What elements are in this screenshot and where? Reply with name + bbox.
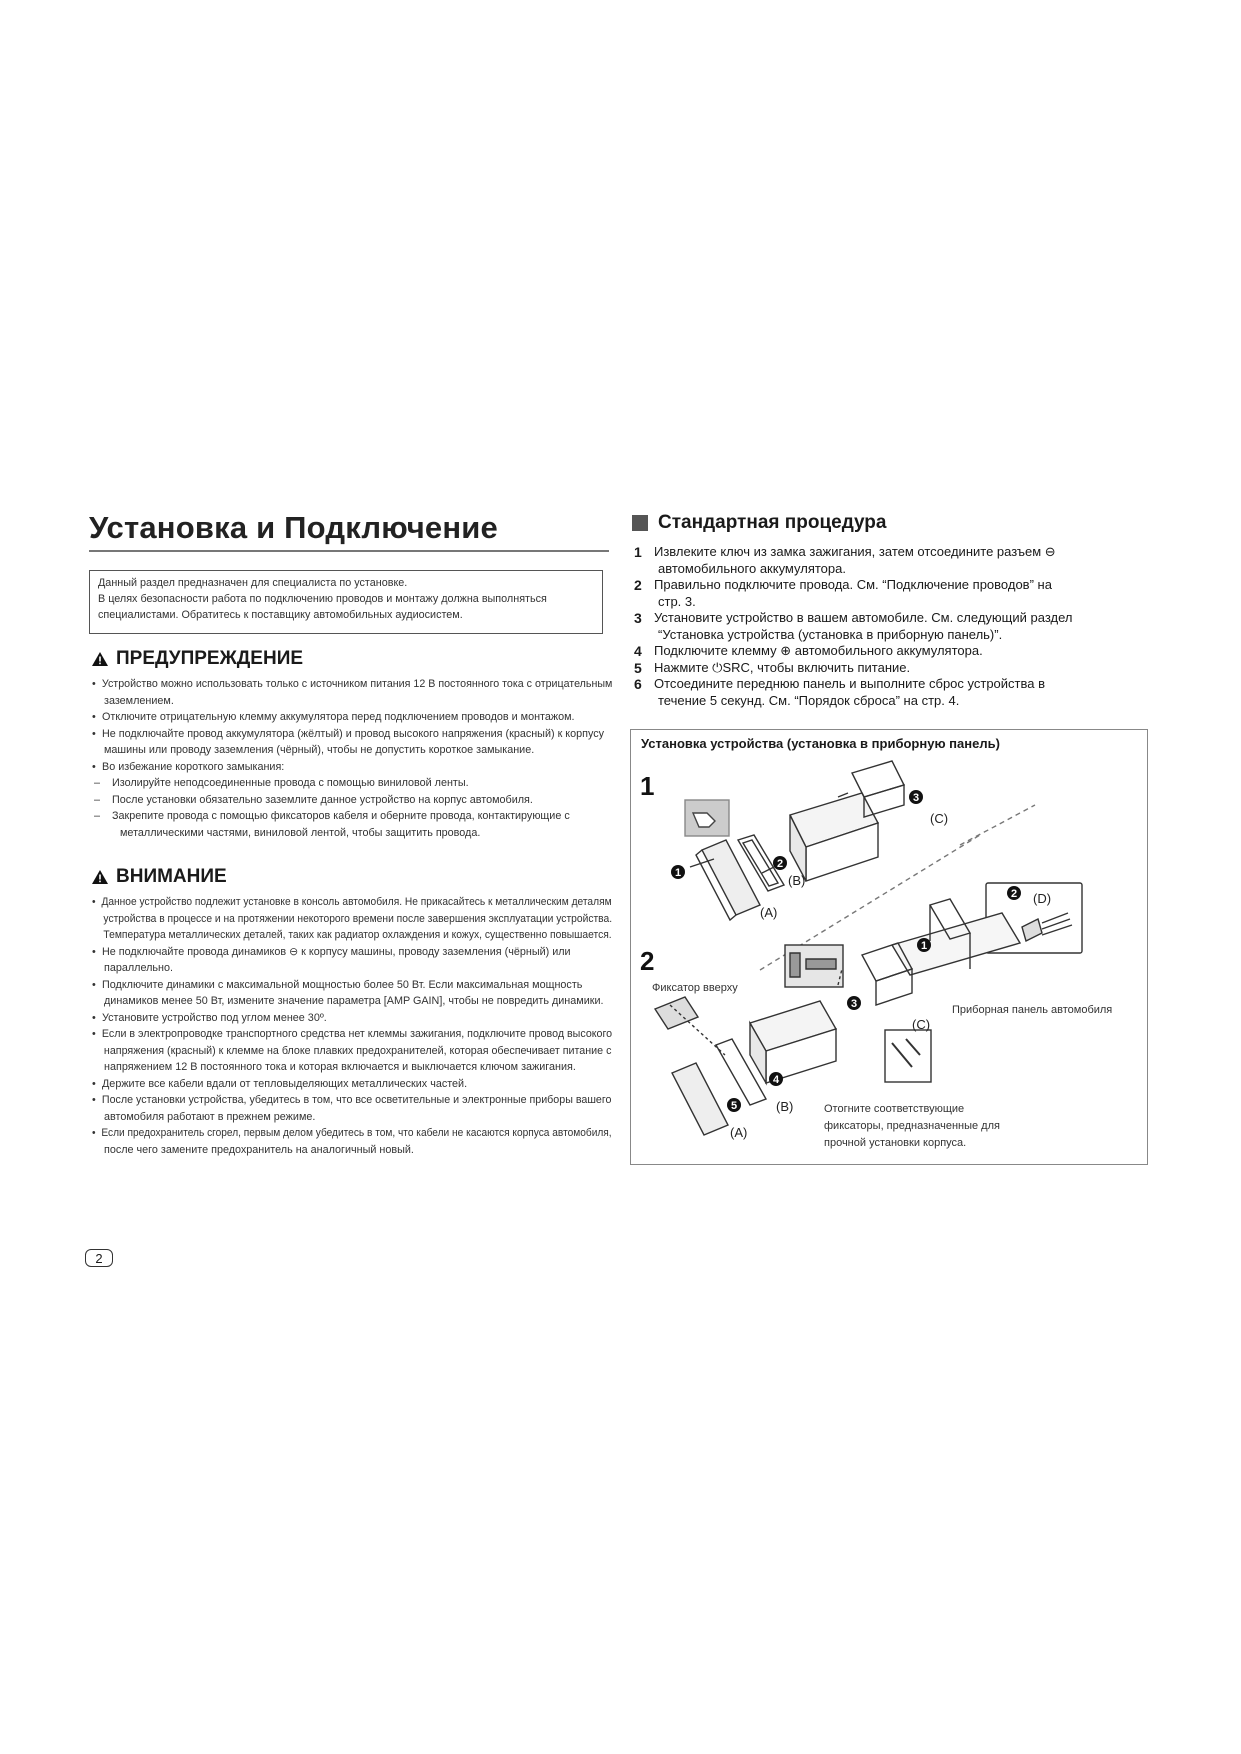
caution-line (92, 1059, 612, 1076)
warning-line (92, 676, 613, 693)
label-c2: (C) (912, 1017, 931, 1032)
step-line (632, 544, 1132, 561)
standard-title: Стандартная процедура (658, 512, 887, 533)
step2-label: 2 (640, 946, 655, 976)
standard-heading (632, 512, 886, 534)
dash-marker: – (94, 810, 101, 822)
latch-up-detail (655, 997, 698, 1029)
label-d: (D) (1033, 891, 1052, 906)
bend-detail-box (885, 1030, 931, 1082)
step-text: “Установка устройства (установка в приборную панель)”. (658, 626, 1003, 642)
step-number: 1 (634, 544, 642, 560)
warning-list (92, 676, 612, 841)
page-number: 2 (85, 1249, 113, 1267)
bend-caption-2: фиксаторы, предназначенные для (824, 1120, 1000, 1132)
caution-line (92, 1142, 612, 1159)
step-line (632, 693, 1132, 710)
caution-list (92, 894, 612, 1158)
warning-line (92, 825, 612, 842)
caution-line (92, 1092, 612, 1109)
label-c: (C) (930, 811, 949, 826)
bullet-marker: • (92, 1077, 96, 1090)
warning-line (92, 792, 612, 809)
warning-line-text: машины или проводу заземления (чёрный), чтобы не допустить короткое замыкание. (104, 744, 535, 756)
caution-line-text: Температура металлических деталей, таких как радиатор охлаждения и кожух, существенно повышается. (103, 929, 612, 941)
step-text: Правильно подключите провода. См. “Подключение проводов” на (654, 577, 1052, 592)
warning-line (92, 808, 612, 825)
warning-line (92, 726, 612, 743)
step-line (632, 627, 1132, 644)
marker-1b-text: 1 (920, 940, 928, 952)
caution-line (92, 1010, 612, 1027)
bullet-marker: • (92, 1028, 96, 1040)
warning-line-text: металлическими частями, виниловой лентой, чтобы защитить провода. (120, 826, 481, 839)
installation-diagram (630, 755, 1148, 1163)
caution-line-text: Если в электропроводке транспортного средства нет клеммы зажигания, подключите провод высокого (101, 1028, 613, 1040)
bullet-marker: • (92, 678, 96, 690)
marker-5-text: 5 (730, 1100, 738, 1112)
step-line (632, 561, 1132, 578)
caution-line-text: Установите устройство под углом менее 30º. (102, 1011, 327, 1024)
caution-line-text: Держите все кабели вдали от тепловыделяющих металлических частей. (102, 1077, 468, 1090)
figure-title: Установка устройства (установка в приборную панель) (641, 736, 1000, 751)
caution-line-text: динамиков менее 50 Вт, измените значение параметра [AMP GAIN], чтобы не повредить динамики. (104, 995, 604, 1007)
step-line (632, 594, 1132, 611)
label-a: (A) (760, 905, 778, 920)
marker-4-text: 4 (772, 1074, 780, 1086)
bullet-marker: • (92, 945, 96, 958)
warning-line-text: Изолируйте неподсоединенные провода с помощью виниловой ленты. (112, 777, 469, 789)
bullet-marker: • (92, 1011, 96, 1024)
bullet-marker: • (92, 978, 96, 991)
step-text: Нажмите ⏻SRC, чтобы включить питание. (654, 659, 911, 675)
dash-panel (892, 913, 1020, 975)
bullet-marker: • (92, 1094, 96, 1106)
step-line (632, 676, 1132, 693)
step1-label: 1 (640, 771, 655, 801)
warning-line-text: Не подключайте провод аккумулятора (жёлтый) и провод высокого напряжения (красный) к корпусу (102, 727, 605, 740)
step-text: автомобильного аккумулятора. (658, 560, 846, 576)
faceplate-a2 (672, 1063, 728, 1135)
caution-line-text: устройства в процессе и на протяжении некоторого времени после завершения эксплуатации устройства. (103, 912, 613, 925)
caution-line (92, 1043, 612, 1060)
warning-icon (92, 652, 108, 666)
step-text: течение 5 секунд. См. “Порядок сброса” на стр. 4. (658, 692, 960, 708)
divider-dashed-b (960, 805, 1035, 845)
warning-heading (92, 648, 303, 670)
label-b: (B) (788, 873, 806, 888)
caution-line (92, 1109, 612, 1126)
caution-line (92, 927, 612, 944)
caution-line (92, 911, 613, 928)
caution-line (92, 977, 612, 994)
caution-title: ВНИМАНИЕ (116, 866, 227, 887)
caution-line-text: напряжением 12 В постоянного тока и которая включается и выключается ключом зажигания. (104, 1061, 576, 1073)
warning-line (92, 709, 612, 726)
intro-box (89, 570, 603, 634)
bullet-marker: • (92, 1127, 96, 1139)
caution-line (92, 1026, 613, 1043)
caution-line (92, 960, 612, 977)
warning-line-text: заземлением. (104, 694, 174, 707)
step-line (632, 643, 1132, 660)
dash-marker: – (94, 793, 101, 806)
caution-line-text: напряжения (красный) к клемме на блоке плавких предохранителей, которая обеспечивает питание с (103, 1044, 612, 1057)
page-title: Установка и Подключение (89, 510, 498, 545)
caution-line-text: параллельно. (104, 962, 173, 974)
bend-caption-3: прочной установки корпуса. (824, 1137, 967, 1149)
step-text: Установите устройство в вашем автомобиле. См. следующий раздел (654, 610, 1073, 625)
intro-line: В целях безопасности работа по подключению проводов и монтажу должна выполняться (98, 593, 547, 605)
warning-line-text: Отключите отрицательную клемму аккумулятора перед подключением проводов и монтажом. (102, 711, 575, 723)
bend-caption-1: Отогните соответствующие (824, 1103, 965, 1115)
bullet-marker: • (92, 727, 96, 740)
warning-line (92, 693, 612, 710)
arrow-3 (838, 793, 848, 797)
caution-line-text: Не подключайте провода динамиков ⊖ к корпусу машины, проводу заземления (чёрный) или (102, 945, 571, 958)
dash-marker: – (94, 777, 101, 789)
warning-line-text: Закрепите провода с помощью фиксаторов кабеля и оберните провода, контактирующие с (112, 810, 570, 822)
marker-1-text: 1 (674, 867, 682, 879)
step-line (632, 660, 1132, 677)
label-b2: (B) (776, 1099, 794, 1114)
caution-line (92, 993, 612, 1010)
step-text: Извлеките ключ из замка зажигания, затем отсоедините разъем ⊖ (654, 544, 1056, 559)
step-number: 5 (634, 659, 642, 676)
caution-line (92, 1076, 612, 1093)
bullet-marker: • (92, 896, 96, 908)
warning-line-text: Во избежание короткого замыкания: (102, 760, 285, 773)
warning-line (92, 759, 612, 776)
warning-line (92, 742, 612, 759)
step-text: Отсоедините переднюю панель и выполните сброс устройства в (654, 676, 1046, 691)
caution-line (92, 894, 612, 911)
warning-line-text: После установки обязательно заземлите данное устройство на корпус автомобиля. (112, 793, 533, 806)
step-number: 2 (634, 577, 642, 593)
caution-line-text: Данное устройство подлежит установке в консоль автомобиля. Не прикасайтесь к металлическим деталям (101, 896, 612, 908)
caution-line-text: Если предохранитель сгорел, первым делом убедитесь в том, что кабели не касаются корпуса автомобиля, (101, 1127, 612, 1139)
warning-line (92, 775, 612, 792)
caution-line-text: Подключите динамики с максимальной мощностью более 50 Вт. Если максимальная мощность (102, 978, 583, 991)
section-square-icon (632, 515, 648, 531)
intro-line: Данный раздел предназначен для специалиста по установке. (98, 577, 408, 589)
label-a2: (A) (730, 1125, 748, 1140)
bullet-marker: • (92, 760, 96, 773)
caution-line (92, 944, 612, 961)
marker-2-text: 2 (776, 858, 784, 870)
step-text: стр. 3. (658, 593, 696, 609)
step-number: 4 (634, 643, 642, 659)
caution-heading (92, 866, 227, 888)
warning-line-text: Устройство можно использовать только с источником питания 12 В постоянного тока с отрицательным (101, 678, 613, 690)
faceplate-a (702, 840, 760, 915)
caution-line-text: после чего замените предохранитель на аналогичный новый. (104, 1143, 414, 1156)
step-line (632, 610, 1132, 627)
caution-line-text: автомобиля работают в прежнем режиме. (104, 1110, 316, 1123)
step-line (632, 577, 1132, 594)
warning-title: ПРЕДУПРЕЖДЕНИЕ (116, 648, 304, 669)
caution-line-text: После установки устройства, убедитесь в том, что все осветительные и электронные приборы вашего (101, 1094, 612, 1106)
marker-3b-text: 3 (850, 998, 858, 1010)
marker-2b-text: 2 (1010, 888, 1018, 900)
dash-panel-caption: Приборная панель автомобиля (952, 1004, 1113, 1016)
step-text: Подключите клемму ⊕ автомобильного аккумулятора. (654, 643, 983, 658)
sleeve-c (852, 761, 904, 797)
step-number: 3 (634, 610, 642, 626)
bullet-marker: • (92, 711, 96, 723)
sleeve-c2-side (876, 969, 912, 1005)
intro-line: специалистами. Обратитесь к поставщику автомобильных аудиосистем. (98, 609, 463, 621)
step-number: 6 (634, 676, 642, 692)
caution-icon (92, 870, 108, 884)
marker-3-text: 3 (912, 792, 920, 804)
title-divider (89, 550, 609, 552)
latch-up-caption: Фиксатор вверху (652, 982, 738, 994)
steps-list (632, 544, 1132, 709)
caution-line (92, 1125, 612, 1142)
